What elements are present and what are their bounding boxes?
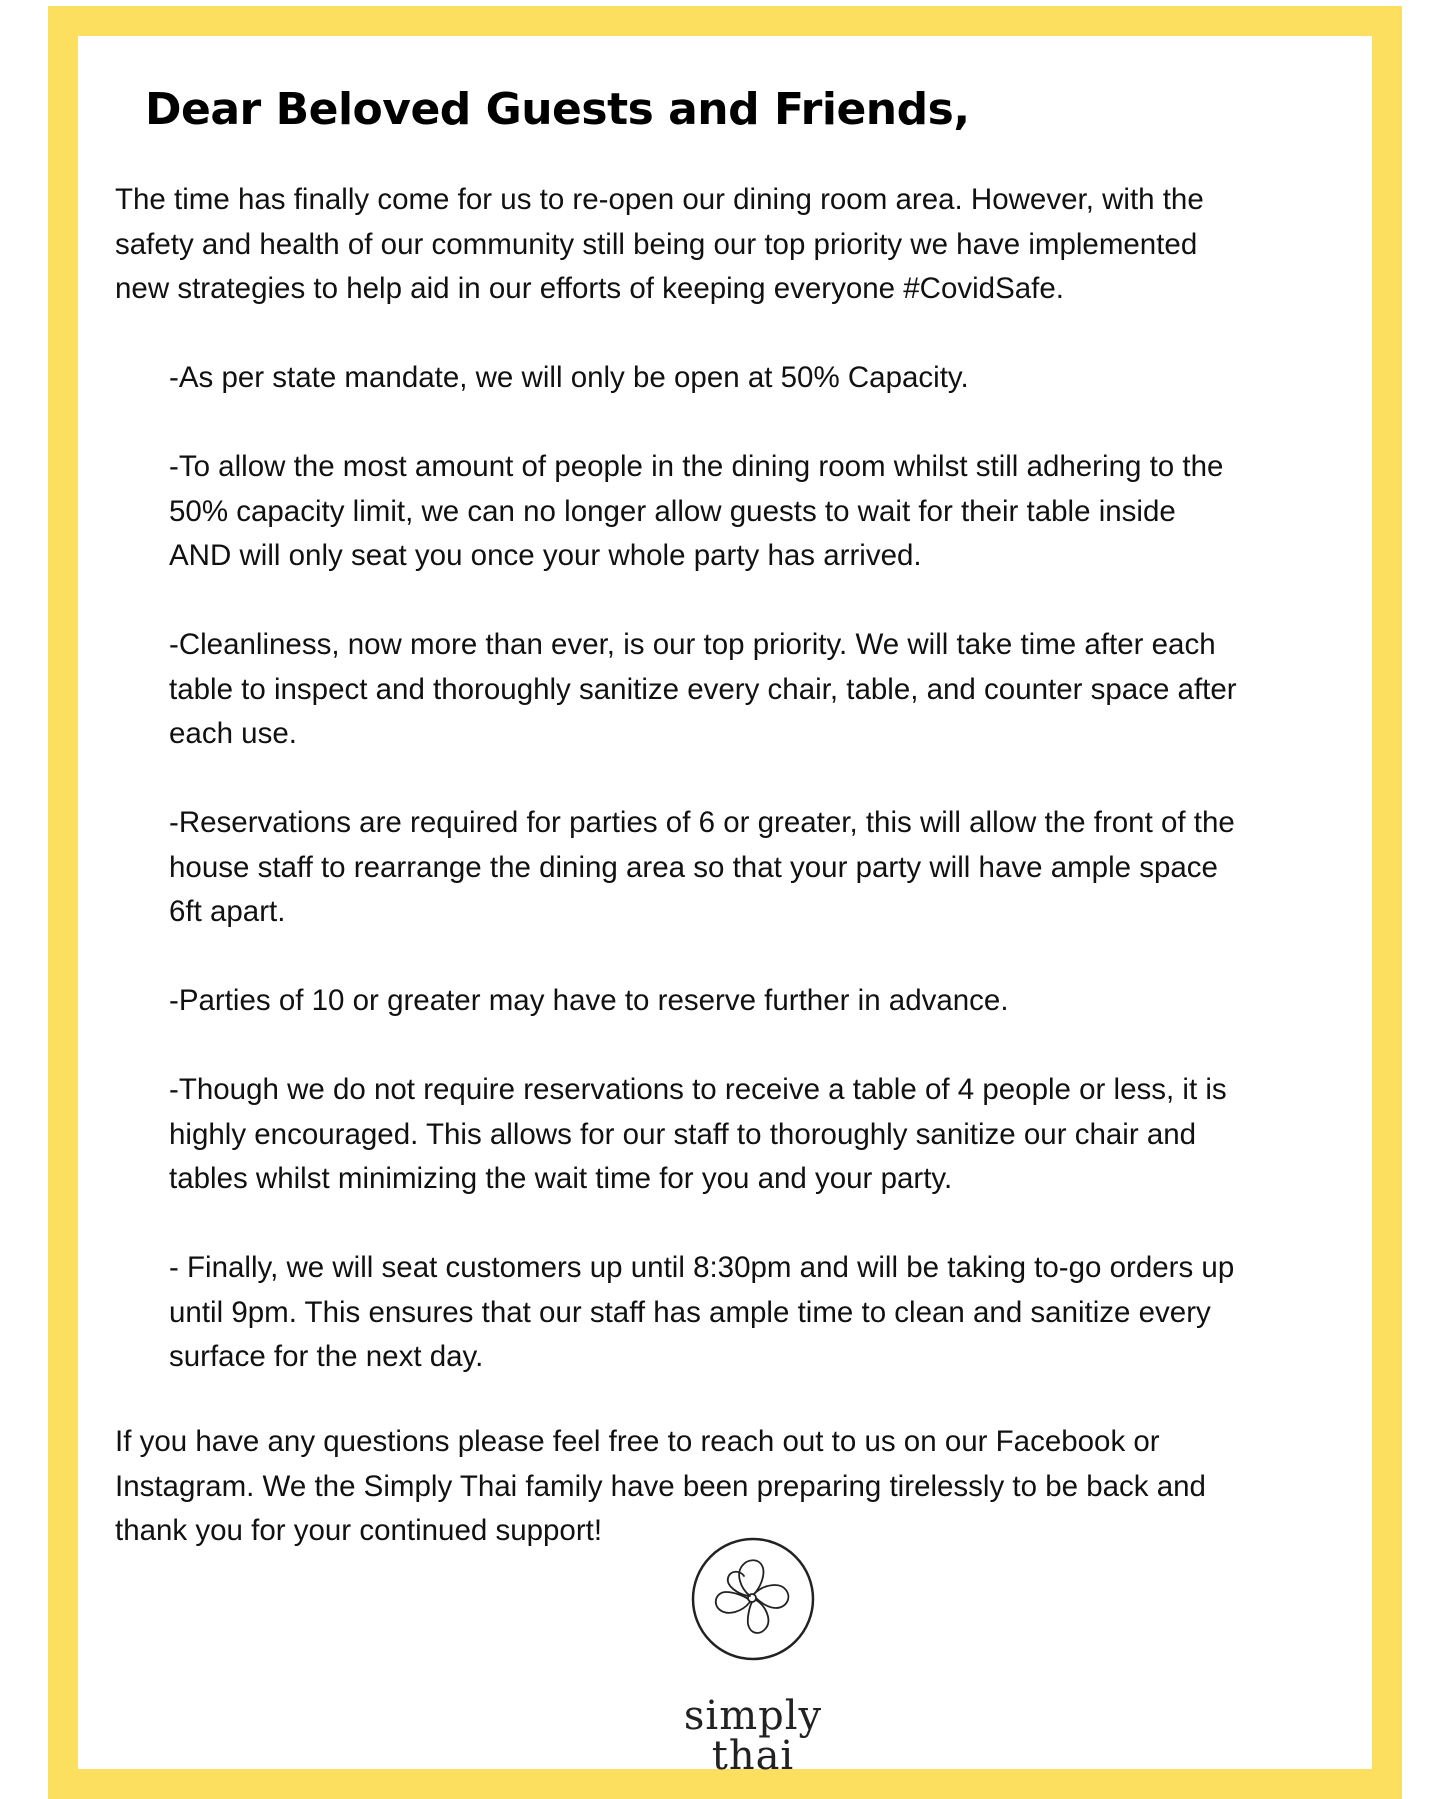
policy-line: highly encouraged. This allows for our staff to thoroughly sanitize our chair and (169, 1117, 1197, 1151)
intro-line: safety and health of our community still being our top priority we have implemented (115, 227, 1198, 261)
policy-line: - Finally, we will seat customers up until 8:30pm and will be taking to-go orders up (169, 1251, 1235, 1284)
plumeria-flower-icon (690, 1536, 816, 1662)
closing-paragraph (115, 1420, 1206, 1554)
closing-line: thank you for your continued support! (115, 1514, 603, 1547)
brand-word-thai: thai (711, 1733, 795, 1779)
policy-list (169, 356, 1237, 1424)
brand-word-simply: simply (683, 1693, 823, 1739)
policy-line: -Cleanliness, now more than ever, is our top priority. We will take time after each (169, 628, 1216, 661)
policy-line: -Reservations are required for parties of 6 or greater, this will allow the front of the (169, 806, 1235, 839)
policy-item-reservations (169, 801, 1237, 935)
policy-line: house staff to rearrange the dining area so that your party will have ample space (169, 850, 1218, 884)
policy-line: 50% capacity limit, we can no longer allow guests to wait for their table inside (169, 494, 1176, 528)
letter-title: Dear Beloved Guests and Friends, (145, 84, 970, 135)
policy-item-cleanliness (169, 623, 1237, 757)
policy-line: AND will only seat you once your whole party has arrived. (169, 539, 922, 572)
letter-content (78, 36, 1372, 1779)
policy-line: -To allow the most amount of people in the dining room whilst still adhering to the (169, 450, 1224, 483)
policy-item-waiting (169, 445, 1237, 579)
policy-line: -As per state mandate, we will only be open at 50% Capacity. (169, 361, 969, 394)
closing-line: If you have any questions please feel free to reach out to us on our Facebook or (115, 1425, 1160, 1458)
policy-line: table to inspect and thoroughly sanitize every chair, table, and counter space after (169, 672, 1237, 706)
policy-line: each use. (169, 717, 297, 750)
policy-line: -Parties of 10 or greater may have to reserve further in advance. (169, 984, 1009, 1017)
policy-line: -Though we do not require reservations to receive a table of 4 people or less, it is (169, 1073, 1227, 1106)
simply-thai-logo (653, 1536, 853, 1779)
brand-wordmark (653, 1693, 853, 1779)
policy-line: until 9pm. This ensures that our staff has ample time to clean and sanitize every (169, 1295, 1211, 1329)
policy-item-hours (169, 1246, 1237, 1380)
intro-line: new strategies to help aid in our efforts of keeping everyone #CovidSafe. (115, 272, 1064, 305)
policy-item-large-parties (169, 979, 1237, 1024)
policy-line: 6ft apart. (169, 895, 286, 928)
policy-item-capacity (169, 356, 1237, 401)
policy-item-small-tables (169, 1068, 1237, 1202)
policy-line: tables whilst minimizing the wait time for you and your party. (169, 1162, 953, 1195)
closing-line: Instagram. We the Simply Thai family have been preparing tirelessly to be back and (115, 1469, 1206, 1503)
intro-line: The time has finally come for us to re-open our dining room area. However, with the (115, 183, 1204, 216)
letter-frame (48, 6, 1402, 1799)
intro-paragraph (115, 178, 1204, 312)
policy-line: surface for the next day. (169, 1340, 484, 1373)
